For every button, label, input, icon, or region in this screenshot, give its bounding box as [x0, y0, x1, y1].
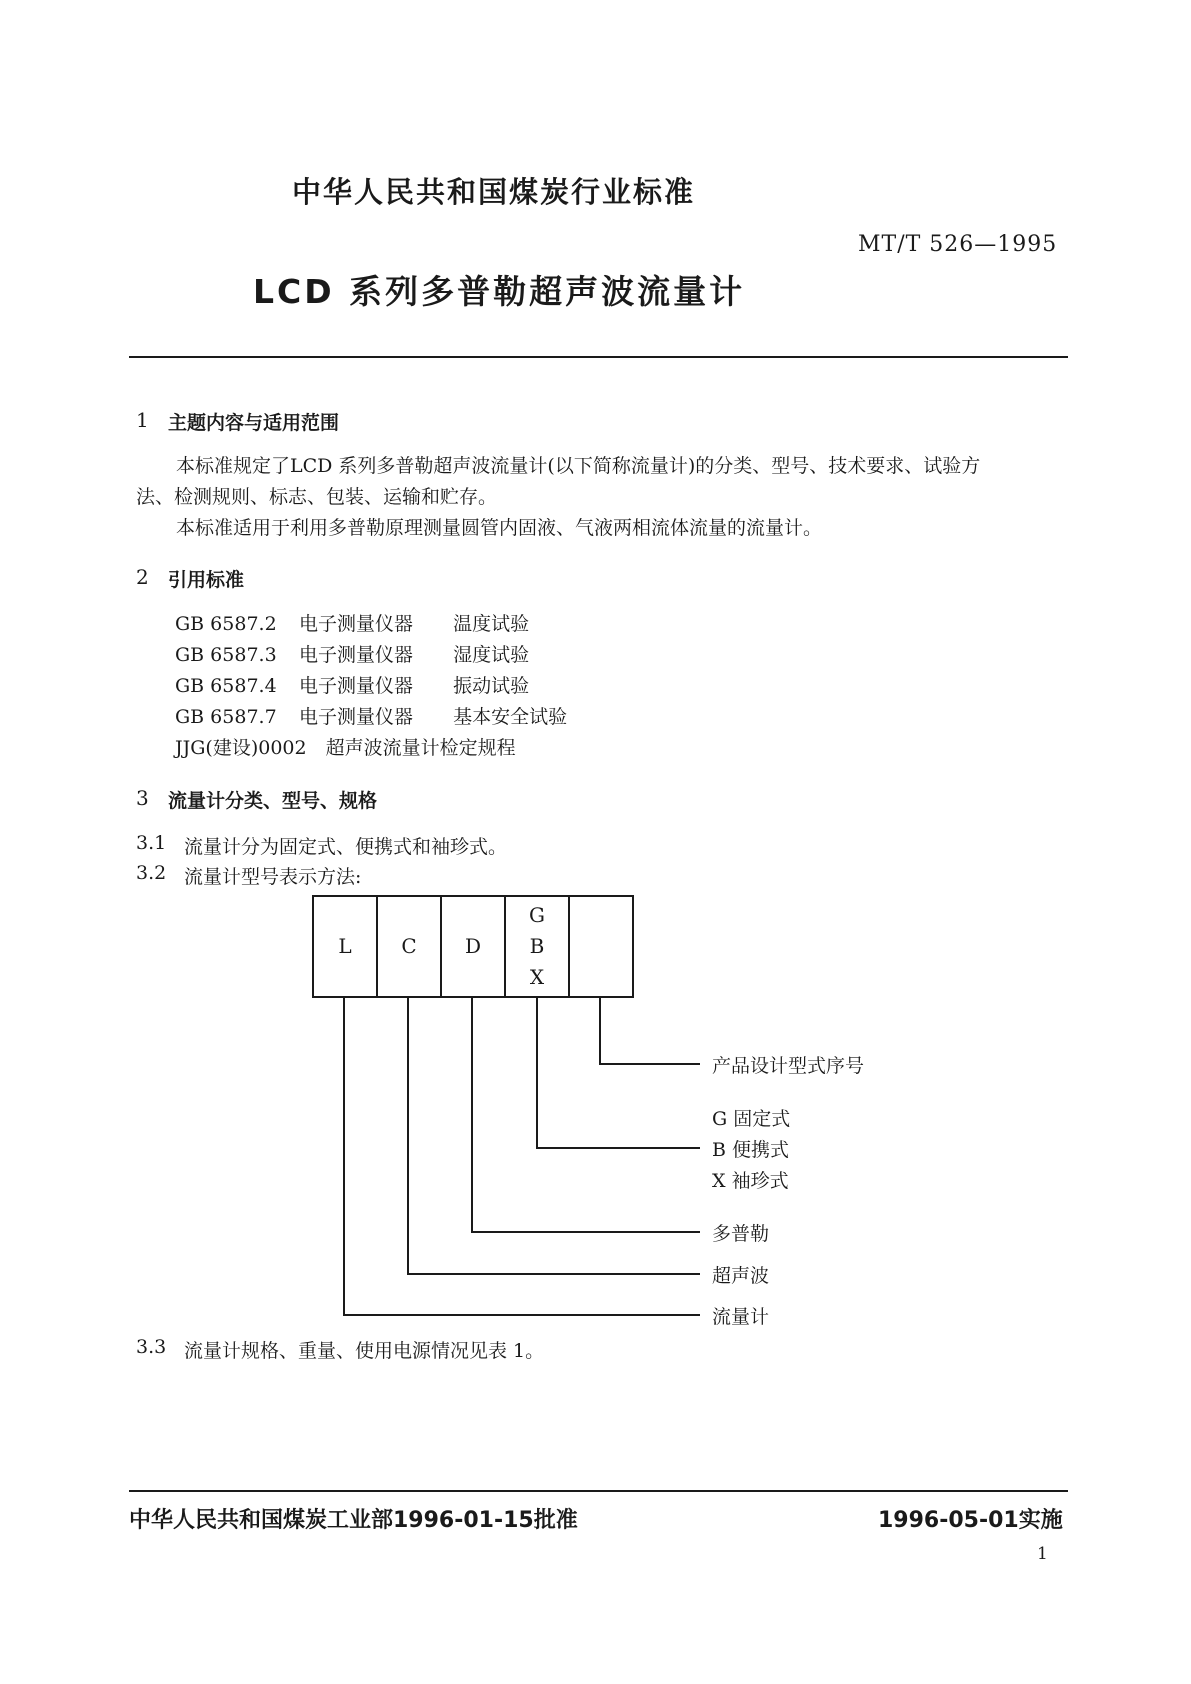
box-letter: C [401, 934, 417, 958]
reference-row-last: JJG(建设)0002 超声波流量计检定规程 [175, 737, 516, 759]
connector-doppler [472, 998, 700, 1232]
box-letter: X [529, 965, 545, 989]
box-letter: D [464, 934, 482, 958]
reference-item: 湿度试验 [453, 644, 530, 666]
section-2-heading: 引用标准 [168, 569, 245, 591]
label-doppler: 多普勒 [712, 1223, 770, 1245]
box-letter: G [529, 903, 545, 927]
reference-name: 电子测量仪器 [299, 706, 414, 728]
label-pocket: X 袖珍式 [712, 1170, 789, 1192]
reference-item: 基本安全试验 [453, 706, 568, 728]
label-portable: B 便携式 [712, 1139, 790, 1161]
section-2-number: 2 [136, 565, 149, 589]
standard-number: MT/T 526—1995 [858, 232, 1058, 257]
page-number: 1 [1037, 1544, 1048, 1564]
reference-code: GB 6587.3 [175, 644, 277, 666]
section-1-para2: 本标准适用于利用多普勒原理测量圆管内固液、气液两相流体流量的流量计。 [176, 517, 823, 539]
label-ultrasonic: 超声波 [712, 1265, 770, 1287]
reference-code: GB 6587.4 [175, 675, 277, 697]
section-1-heading: 主题内容与适用范围 [168, 412, 340, 434]
effective-date: 1996-05-01实施 [878, 1508, 1063, 1533]
clause-3-2-number: 3.2 [136, 862, 167, 884]
reference-code: GB 6587.7 [175, 706, 277, 728]
model-box-type [504, 895, 570, 998]
approval-line: 中华人民共和国煤炭工业部1996-01-15批准 [129, 1508, 578, 1533]
org-standard-title: 中华人民共和国煤炭行业标准 [292, 175, 696, 209]
box-letter: L [338, 934, 352, 958]
model-box-l [312, 895, 378, 998]
clause-3-2-text: 流量计型号表示方法: [184, 866, 362, 888]
footer-rule [129, 1490, 1068, 1492]
section-1-para1-line1: 本标准规定了LCD 系列多普勒超声波流量计(以下简称流量计)的分类、型号、技术要求、试验方 [176, 455, 981, 477]
model-box-c [376, 895, 442, 998]
label-serial: 产品设计型式序号 [712, 1055, 865, 1077]
connector-flowmeter [344, 998, 700, 1315]
clause-3-3-number: 3.3 [136, 1336, 167, 1358]
reference-code: GB 6587.2 [175, 613, 277, 635]
reference-name: 电子测量仪器 [299, 644, 414, 666]
label-flowmeter: 流量计 [712, 1306, 770, 1328]
section-1-number: 1 [136, 408, 149, 432]
document-title: LCD 系列多普勒超声波流量计 [253, 272, 746, 311]
section-1-para1-line2: 法、检测规则、标志、包装、运输和贮存。 [136, 486, 498, 508]
connector-type [537, 998, 700, 1148]
reference-name: 电子测量仪器 [299, 613, 414, 635]
clause-3-1-text: 流量计分为固定式、便携式和袖珍式。 [184, 836, 508, 858]
model-box-serial [568, 895, 634, 998]
model-box-d [440, 895, 506, 998]
box-letter: B [529, 934, 545, 958]
clause-3-1-number: 3.1 [136, 832, 167, 854]
clause-3-3-text: 流量计规格、重量、使用电源情况见表 1。 [184, 1340, 545, 1362]
section-3-number: 3 [136, 786, 149, 810]
reference-item: 温度试验 [453, 613, 530, 635]
reference-item: 振动试验 [453, 675, 530, 697]
connector-serial [600, 998, 700, 1064]
section-3-heading: 流量计分类、型号、规格 [168, 790, 378, 812]
reference-name: 电子测量仪器 [299, 675, 414, 697]
label-fixed: G 固定式 [712, 1108, 791, 1130]
